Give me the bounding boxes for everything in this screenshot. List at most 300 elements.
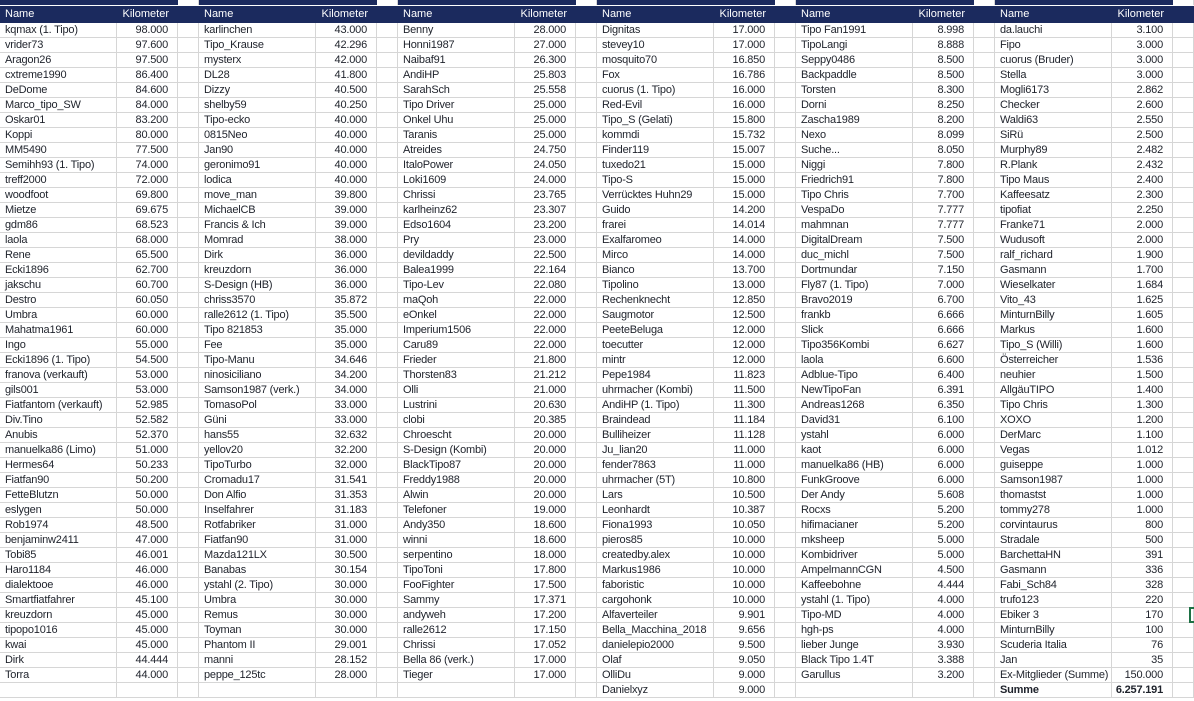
- kilometer-cell[interactable]: 5.000: [913, 533, 974, 548]
- name-cell[interactable]: Caru89: [398, 338, 515, 353]
- spacer-cell[interactable]: [576, 638, 597, 653]
- name-cell[interactable]: Loki1609: [398, 173, 515, 188]
- spacer-cell[interactable]: [974, 98, 995, 113]
- spacer-cell[interactable]: [576, 143, 597, 158]
- spacer-cell[interactable]: [775, 548, 796, 563]
- kilometer-cell[interactable]: 1.100: [1112, 428, 1173, 443]
- spacer-cell[interactable]: [974, 653, 995, 668]
- kilometer-cell[interactable]: 31.183: [316, 503, 377, 518]
- kilometer-cell[interactable]: 52.370: [117, 428, 178, 443]
- kilometer-cell[interactable]: 18.000: [515, 548, 576, 563]
- name-cell[interactable]: Tobi85: [0, 548, 117, 563]
- name-cell[interactable]: Balea1999: [398, 263, 515, 278]
- kilometer-cell[interactable]: 50.000: [117, 488, 178, 503]
- name-cell[interactable]: Tipo 821853: [199, 323, 316, 338]
- spacer-cell[interactable]: [775, 293, 796, 308]
- kilometer-cell[interactable]: 21.212: [515, 368, 576, 383]
- name-cell[interactable]: Lustrini: [398, 398, 515, 413]
- kilometer-cell[interactable]: 13.000: [714, 278, 775, 293]
- spacer-cell[interactable]: [178, 98, 199, 113]
- spacer-cell[interactable]: [178, 473, 199, 488]
- spacer-cell[interactable]: [576, 503, 597, 518]
- spacer-cell[interactable]: [576, 383, 597, 398]
- kilometer-cell[interactable]: 8.099: [913, 128, 974, 143]
- kilometer-cell[interactable]: 50.200: [117, 473, 178, 488]
- spacer-cell[interactable]: [974, 128, 995, 143]
- name-cell[interactable]: clobi: [398, 413, 515, 428]
- kilometer-cell[interactable]: 23.307: [515, 203, 576, 218]
- name-cell[interactable]: Tipo_S (Willi): [995, 338, 1112, 353]
- spacer-cell[interactable]: [377, 398, 398, 413]
- kilometer-cell[interactable]: 2.432: [1112, 158, 1173, 173]
- kilometer-cell[interactable]: 35: [1112, 653, 1173, 668]
- column-header-kilometer[interactable]: Kilometer: [520, 8, 567, 20]
- spacer-cell[interactable]: [377, 218, 398, 233]
- kilometer-cell[interactable]: 7.800: [913, 158, 974, 173]
- kilometer-cell[interactable]: 33.000: [316, 398, 377, 413]
- name-cell[interactable]: karlheinz62: [398, 203, 515, 218]
- spacer-cell[interactable]: [974, 158, 995, 173]
- spacer-cell[interactable]: [576, 683, 597, 698]
- kilometer-cell[interactable]: 3.100: [1112, 23, 1173, 38]
- spacer-cell[interactable]: [576, 323, 597, 338]
- name-cell[interactable]: VespaDo: [796, 203, 913, 218]
- name-cell[interactable]: [0, 683, 117, 698]
- kilometer-cell[interactable]: 42.296: [316, 38, 377, 53]
- kilometer-cell[interactable]: 1.500: [1112, 368, 1173, 383]
- name-cell[interactable]: Naibaf91: [398, 53, 515, 68]
- name-cell[interactable]: Fee: [199, 338, 316, 353]
- name-cell[interactable]: MinturnBilly: [995, 623, 1112, 638]
- spacer-cell[interactable]: [974, 23, 995, 38]
- spacer-cell[interactable]: [377, 548, 398, 563]
- spacer-cell[interactable]: [576, 38, 597, 53]
- kilometer-cell[interactable]: 80.000: [117, 128, 178, 143]
- name-cell[interactable]: karlinchen: [199, 23, 316, 38]
- name-cell[interactable]: frarei: [597, 218, 714, 233]
- kilometer-cell[interactable]: 9.050: [714, 653, 775, 668]
- kilometer-cell[interactable]: 39.800: [316, 188, 377, 203]
- kilometer-cell[interactable]: 3.388: [913, 653, 974, 668]
- name-cell[interactable]: BarchettaHN: [995, 548, 1112, 563]
- name-cell[interactable]: Lars: [597, 488, 714, 503]
- spacer-cell[interactable]: [576, 53, 597, 68]
- kilometer-cell[interactable]: 25.803: [515, 68, 576, 83]
- kilometer-cell[interactable]: 22.080: [515, 278, 576, 293]
- kilometer-cell[interactable]: 10.800: [714, 473, 775, 488]
- kilometer-cell[interactable]: 800: [1112, 518, 1173, 533]
- name-cell[interactable]: Dirk: [0, 653, 117, 668]
- kilometer-cell[interactable]: 336: [1112, 563, 1173, 578]
- name-cell[interactable]: createdby.alex: [597, 548, 714, 563]
- kilometer-cell[interactable]: 15.000: [714, 173, 775, 188]
- column-header-name[interactable]: Name: [602, 8, 632, 20]
- spacer-cell[interactable]: [974, 338, 995, 353]
- spacer-cell[interactable]: [576, 23, 597, 38]
- name-cell[interactable]: thomastst: [995, 488, 1112, 503]
- spacer-cell[interactable]: [377, 638, 398, 653]
- kilometer-cell[interactable]: 20.000: [515, 428, 576, 443]
- name-cell[interactable]: FetteBlutzn: [0, 488, 117, 503]
- name-cell[interactable]: DL28: [199, 68, 316, 83]
- spacer-cell[interactable]: [1173, 653, 1194, 668]
- name-cell[interactable]: cuorus (Bruder): [995, 53, 1112, 68]
- spacer-cell[interactable]: [377, 203, 398, 218]
- kilometer-cell[interactable]: 46.000: [117, 563, 178, 578]
- name-cell[interactable]: Samson1987 (verk.): [199, 383, 316, 398]
- kilometer-cell[interactable]: 97.500: [117, 53, 178, 68]
- spacer-cell[interactable]: [1173, 53, 1194, 68]
- name-cell[interactable]: ralf_richard: [995, 248, 1112, 263]
- kilometer-cell[interactable]: 14.000: [714, 233, 775, 248]
- kilometer-cell[interactable]: 16.000: [714, 98, 775, 113]
- kilometer-cell[interactable]: 4.500: [913, 563, 974, 578]
- kilometer-cell[interactable]: 4.000: [913, 608, 974, 623]
- spacer-cell[interactable]: [775, 38, 796, 53]
- spacer-cell[interactable]: [178, 458, 199, 473]
- name-cell[interactable]: mahmnan: [796, 218, 913, 233]
- spacer-cell[interactable]: [576, 368, 597, 383]
- kilometer-cell[interactable]: 12.000: [714, 353, 775, 368]
- kilometer-cell[interactable]: 8.300: [913, 83, 974, 98]
- spacer-cell[interactable]: [377, 308, 398, 323]
- spacer-cell[interactable]: [576, 113, 597, 128]
- kilometer-cell[interactable]: 6.666: [913, 323, 974, 338]
- column-header-kilometer[interactable]: Kilometer: [1117, 8, 1164, 20]
- kilometer-cell[interactable]: 28.152: [316, 653, 377, 668]
- spacer-cell[interactable]: [974, 68, 995, 83]
- spacer-cell[interactable]: [377, 23, 398, 38]
- kilometer-cell[interactable]: 65.500: [117, 248, 178, 263]
- name-cell[interactable]: Torsten: [796, 83, 913, 98]
- kilometer-cell[interactable]: 31.000: [316, 518, 377, 533]
- name-cell[interactable]: Thorsten83: [398, 368, 515, 383]
- spacer-cell[interactable]: [775, 608, 796, 623]
- name-cell[interactable]: Markus1986: [597, 563, 714, 578]
- spacer-cell[interactable]: [1173, 518, 1194, 533]
- kilometer-cell[interactable]: 52.985: [117, 398, 178, 413]
- spacer-cell[interactable]: [775, 488, 796, 503]
- spacer-cell[interactable]: [178, 188, 199, 203]
- spacer-cell[interactable]: [178, 638, 199, 653]
- kilometer-cell[interactable]: 11.300: [714, 398, 775, 413]
- name-cell[interactable]: Dignitas: [597, 23, 714, 38]
- kilometer-cell[interactable]: 35.872: [316, 293, 377, 308]
- kilometer-cell[interactable]: 30.500: [316, 548, 377, 563]
- name-cell[interactable]: Scuderia Italia: [995, 638, 1112, 653]
- kilometer-cell[interactable]: 28.000: [515, 23, 576, 38]
- spacer-cell[interactable]: [178, 368, 199, 383]
- spacer-cell[interactable]: [377, 83, 398, 98]
- spacer-cell[interactable]: [974, 368, 995, 383]
- name-cell[interactable]: Rob1974: [0, 518, 117, 533]
- spacer-cell[interactable]: [1173, 203, 1194, 218]
- kilometer-cell[interactable]: 34.646: [316, 353, 377, 368]
- name-cell[interactable]: Torra: [0, 668, 117, 683]
- spacer-cell[interactable]: [377, 503, 398, 518]
- kilometer-cell[interactable]: 60.700: [117, 278, 178, 293]
- kilometer-cell[interactable]: 3.000: [1112, 53, 1173, 68]
- spacer-cell[interactable]: [1173, 353, 1194, 368]
- spacer-cell[interactable]: [1173, 428, 1194, 443]
- spacer-cell[interactable]: [377, 233, 398, 248]
- kilometer-cell[interactable]: 10.000: [714, 563, 775, 578]
- spacer-cell[interactable]: [178, 23, 199, 38]
- name-cell[interactable]: Phantom II: [199, 638, 316, 653]
- spacer-cell[interactable]: [1173, 458, 1194, 473]
- kilometer-cell[interactable]: 24.750: [515, 143, 576, 158]
- name-cell[interactable]: Slick: [796, 323, 913, 338]
- kilometer-cell[interactable]: 2.500: [1112, 128, 1173, 143]
- name-cell[interactable]: Alfaverteiler: [597, 608, 714, 623]
- kilometer-cell[interactable]: 22.000: [515, 338, 576, 353]
- name-cell[interactable]: BlackTipo87: [398, 458, 515, 473]
- kilometer-cell[interactable]: 4.000: [913, 593, 974, 608]
- kilometer-cell[interactable]: 39.000: [316, 203, 377, 218]
- spacer-cell[interactable]: [377, 263, 398, 278]
- spacer-cell[interactable]: [178, 353, 199, 368]
- spacer-cell[interactable]: [1173, 503, 1194, 518]
- kilometer-cell[interactable]: 36.000: [316, 263, 377, 278]
- name-cell[interactable]: MM5490: [0, 143, 117, 158]
- kilometer-cell[interactable]: 17.000: [714, 23, 775, 38]
- name-cell[interactable]: Waldi63: [995, 113, 1112, 128]
- spacer-cell[interactable]: [377, 458, 398, 473]
- kilometer-cell[interactable]: 31.353: [316, 488, 377, 503]
- spacer-cell[interactable]: [576, 158, 597, 173]
- spacer-cell[interactable]: [974, 53, 995, 68]
- name-cell[interactable]: [398, 683, 515, 698]
- spacer-cell[interactable]: [178, 563, 199, 578]
- spacer-cell[interactable]: [178, 338, 199, 353]
- name-cell[interactable]: Ingo: [0, 338, 117, 353]
- spacer-cell[interactable]: [1173, 398, 1194, 413]
- name-cell[interactable]: franova (verkauft): [0, 368, 117, 383]
- kilometer-cell[interactable]: 83.200: [117, 113, 178, 128]
- spacer-cell[interactable]: [1173, 683, 1194, 698]
- spacer-cell[interactable]: [576, 233, 597, 248]
- name-cell[interactable]: kwai: [0, 638, 117, 653]
- kilometer-cell[interactable]: 17.000: [714, 38, 775, 53]
- kilometer-cell[interactable]: 40.000: [316, 158, 377, 173]
- name-cell[interactable]: Vegas: [995, 443, 1112, 458]
- kilometer-cell[interactable]: 2.000: [1112, 218, 1173, 233]
- name-cell[interactable]: Kombidriver: [796, 548, 913, 563]
- name-cell[interactable]: benjaminw2411: [0, 533, 117, 548]
- name-cell[interactable]: andyweh: [398, 608, 515, 623]
- spacer-cell[interactable]: [1173, 563, 1194, 578]
- spacer-cell[interactable]: [775, 593, 796, 608]
- total-label-cell[interactable]: Summe: [995, 683, 1112, 698]
- name-cell[interactable]: Fly87 (1. Tipo): [796, 278, 913, 293]
- spacer-cell[interactable]: [775, 233, 796, 248]
- name-cell[interactable]: Smartfiatfahrer: [0, 593, 117, 608]
- name-cell[interactable]: Ebiker 3: [995, 608, 1112, 623]
- name-cell[interactable]: Black Tipo 1.4T: [796, 653, 913, 668]
- spacer-cell[interactable]: [775, 503, 796, 518]
- spacer-cell[interactable]: [1173, 173, 1194, 188]
- spacer-cell[interactable]: [576, 128, 597, 143]
- spacer-cell[interactable]: [178, 68, 199, 83]
- name-cell[interactable]: Verrücktes Huhn29: [597, 188, 714, 203]
- spacer-cell[interactable]: [576, 608, 597, 623]
- spacer-cell[interactable]: [178, 443, 199, 458]
- kilometer-cell[interactable]: 36.000: [316, 278, 377, 293]
- spacer-cell[interactable]: [775, 683, 796, 698]
- spacer-cell[interactable]: [974, 548, 995, 563]
- name-cell[interactable]: Semihh93 (1. Tipo): [0, 158, 117, 173]
- spacer-cell[interactable]: [377, 413, 398, 428]
- name-cell[interactable]: Toyman: [199, 623, 316, 638]
- name-cell[interactable]: toecutter: [597, 338, 714, 353]
- name-cell[interactable]: Rechenknecht: [597, 293, 714, 308]
- spacer-cell[interactable]: [1173, 278, 1194, 293]
- spacer-cell[interactable]: [974, 248, 995, 263]
- kilometer-cell[interactable]: 9.000: [714, 668, 775, 683]
- spacer-cell[interactable]: [775, 113, 796, 128]
- kilometer-cell[interactable]: 69.800: [117, 188, 178, 203]
- spacer-cell[interactable]: [775, 173, 796, 188]
- kilometer-cell[interactable]: [117, 683, 178, 698]
- name-cell[interactable]: Checker: [995, 98, 1112, 113]
- name-cell[interactable]: tuxedo21: [597, 158, 714, 173]
- name-cell[interactable]: S-Design (Kombi): [398, 443, 515, 458]
- spacer-cell[interactable]: [178, 503, 199, 518]
- spacer-cell[interactable]: [377, 443, 398, 458]
- spacer-cell[interactable]: [775, 413, 796, 428]
- spacer-cell[interactable]: [775, 68, 796, 83]
- name-cell[interactable]: Dizzy: [199, 83, 316, 98]
- name-cell[interactable]: Jan90: [199, 143, 316, 158]
- spacer-cell[interactable]: [775, 278, 796, 293]
- kilometer-cell[interactable]: 10.000: [714, 593, 775, 608]
- name-cell[interactable]: Tipo Chris: [796, 188, 913, 203]
- spacer-cell[interactable]: [1173, 128, 1194, 143]
- name-cell[interactable]: Niggi: [796, 158, 913, 173]
- kilometer-cell[interactable]: 3.000: [1112, 68, 1173, 83]
- kilometer-cell[interactable]: 47.000: [117, 533, 178, 548]
- kilometer-cell[interactable]: 7.500: [913, 248, 974, 263]
- spacer-cell[interactable]: [178, 263, 199, 278]
- spacer-cell[interactable]: [1173, 338, 1194, 353]
- spacer-cell[interactable]: [178, 608, 199, 623]
- spacer-cell[interactable]: [178, 683, 199, 698]
- name-cell[interactable]: tipopo1016: [0, 623, 117, 638]
- spacer-cell[interactable]: [1173, 158, 1194, 173]
- spacer-cell[interactable]: [576, 98, 597, 113]
- spacer-cell[interactable]: [576, 533, 597, 548]
- spacer-cell[interactable]: [775, 218, 796, 233]
- kilometer-cell[interactable]: 14.200: [714, 203, 775, 218]
- kilometer-cell[interactable]: 20.630: [515, 398, 576, 413]
- name-cell[interactable]: lodica: [199, 173, 316, 188]
- name-cell[interactable]: TomasoPol: [199, 398, 316, 413]
- kilometer-cell[interactable]: 84.600: [117, 83, 178, 98]
- spacer-cell[interactable]: [178, 593, 199, 608]
- spacer-cell[interactable]: [1173, 623, 1194, 638]
- spacer-cell[interactable]: [576, 548, 597, 563]
- kilometer-cell[interactable]: 14.000: [714, 248, 775, 263]
- spacer-cell[interactable]: [576, 398, 597, 413]
- name-cell[interactable]: uhrmacher (Kombi): [597, 383, 714, 398]
- spacer-cell[interactable]: [377, 473, 398, 488]
- name-cell[interactable]: Inselfahrer: [199, 503, 316, 518]
- name-cell[interactable]: Tipolino: [597, 278, 714, 293]
- name-cell[interactable]: XOXO: [995, 413, 1112, 428]
- kilometer-cell[interactable]: 11.000: [714, 458, 775, 473]
- name-cell[interactable]: Tieger: [398, 668, 515, 683]
- spacer-cell[interactable]: [974, 683, 995, 698]
- kilometer-cell[interactable]: 12.500: [714, 308, 775, 323]
- spacer-cell[interactable]: [974, 143, 995, 158]
- spacer-cell[interactable]: [1173, 38, 1194, 53]
- name-cell[interactable]: Gasmann: [995, 263, 1112, 278]
- spacer-cell[interactable]: [974, 263, 995, 278]
- kilometer-cell[interactable]: 24.000: [515, 173, 576, 188]
- spacer-cell[interactable]: [377, 68, 398, 83]
- name-cell[interactable]: Hermes64: [0, 458, 117, 473]
- kilometer-cell[interactable]: 36.000: [316, 248, 377, 263]
- kilometer-cell[interactable]: [913, 683, 974, 698]
- spacer-cell[interactable]: [576, 653, 597, 668]
- name-cell[interactable]: [199, 683, 316, 698]
- spacer-cell[interactable]: [377, 293, 398, 308]
- spacer-cell[interactable]: [775, 368, 796, 383]
- spacer-cell[interactable]: [1173, 83, 1194, 98]
- name-cell[interactable]: Dortmundar: [796, 263, 913, 278]
- kilometer-cell[interactable]: 77.500: [117, 143, 178, 158]
- name-cell[interactable]: MinturnBilly: [995, 308, 1112, 323]
- spacer-cell[interactable]: [1173, 188, 1194, 203]
- kilometer-cell[interactable]: 12.850: [714, 293, 775, 308]
- kilometer-cell[interactable]: 1.605: [1112, 308, 1173, 323]
- name-cell[interactable]: Chrissi: [398, 638, 515, 653]
- spacer-cell[interactable]: [178, 248, 199, 263]
- kilometer-cell[interactable]: 45.000: [117, 638, 178, 653]
- spacer-cell[interactable]: [974, 113, 995, 128]
- kilometer-cell[interactable]: 6.100: [913, 413, 974, 428]
- kilometer-cell[interactable]: 1.000: [1112, 503, 1173, 518]
- kilometer-cell[interactable]: 33.000: [316, 413, 377, 428]
- kilometer-cell[interactable]: 6.700: [913, 293, 974, 308]
- name-cell[interactable]: Samson1987: [995, 473, 1112, 488]
- name-cell[interactable]: AndiHP: [398, 68, 515, 83]
- kilometer-cell[interactable]: 1.600: [1112, 323, 1173, 338]
- name-cell[interactable]: Rocxs: [796, 503, 913, 518]
- name-cell[interactable]: mksheep: [796, 533, 913, 548]
- kilometer-cell[interactable]: 29.001: [316, 638, 377, 653]
- spacer-cell[interactable]: [1173, 233, 1194, 248]
- name-cell[interactable]: mysterx: [199, 53, 316, 68]
- kilometer-cell[interactable]: 11.500: [714, 383, 775, 398]
- name-cell[interactable]: Stradale: [995, 533, 1112, 548]
- spacer-cell[interactable]: [974, 323, 995, 338]
- kilometer-cell[interactable]: 9.901: [714, 608, 775, 623]
- kilometer-cell[interactable]: 2.400: [1112, 173, 1173, 188]
- kilometer-cell[interactable]: 24.050: [515, 158, 576, 173]
- kilometer-cell[interactable]: 48.500: [117, 518, 178, 533]
- kilometer-cell[interactable]: 15.732: [714, 128, 775, 143]
- kilometer-cell[interactable]: 98.000: [117, 23, 178, 38]
- spacer-cell[interactable]: [1173, 248, 1194, 263]
- name-cell[interactable]: kreuzdorn: [0, 608, 117, 623]
- kilometer-cell[interactable]: 4.444: [913, 578, 974, 593]
- name-cell[interactable]: winni: [398, 533, 515, 548]
- name-cell[interactable]: Murphy89: [995, 143, 1112, 158]
- kilometer-cell[interactable]: 6.000: [913, 443, 974, 458]
- spacer-cell[interactable]: [775, 83, 796, 98]
- spacer-cell[interactable]: [377, 128, 398, 143]
